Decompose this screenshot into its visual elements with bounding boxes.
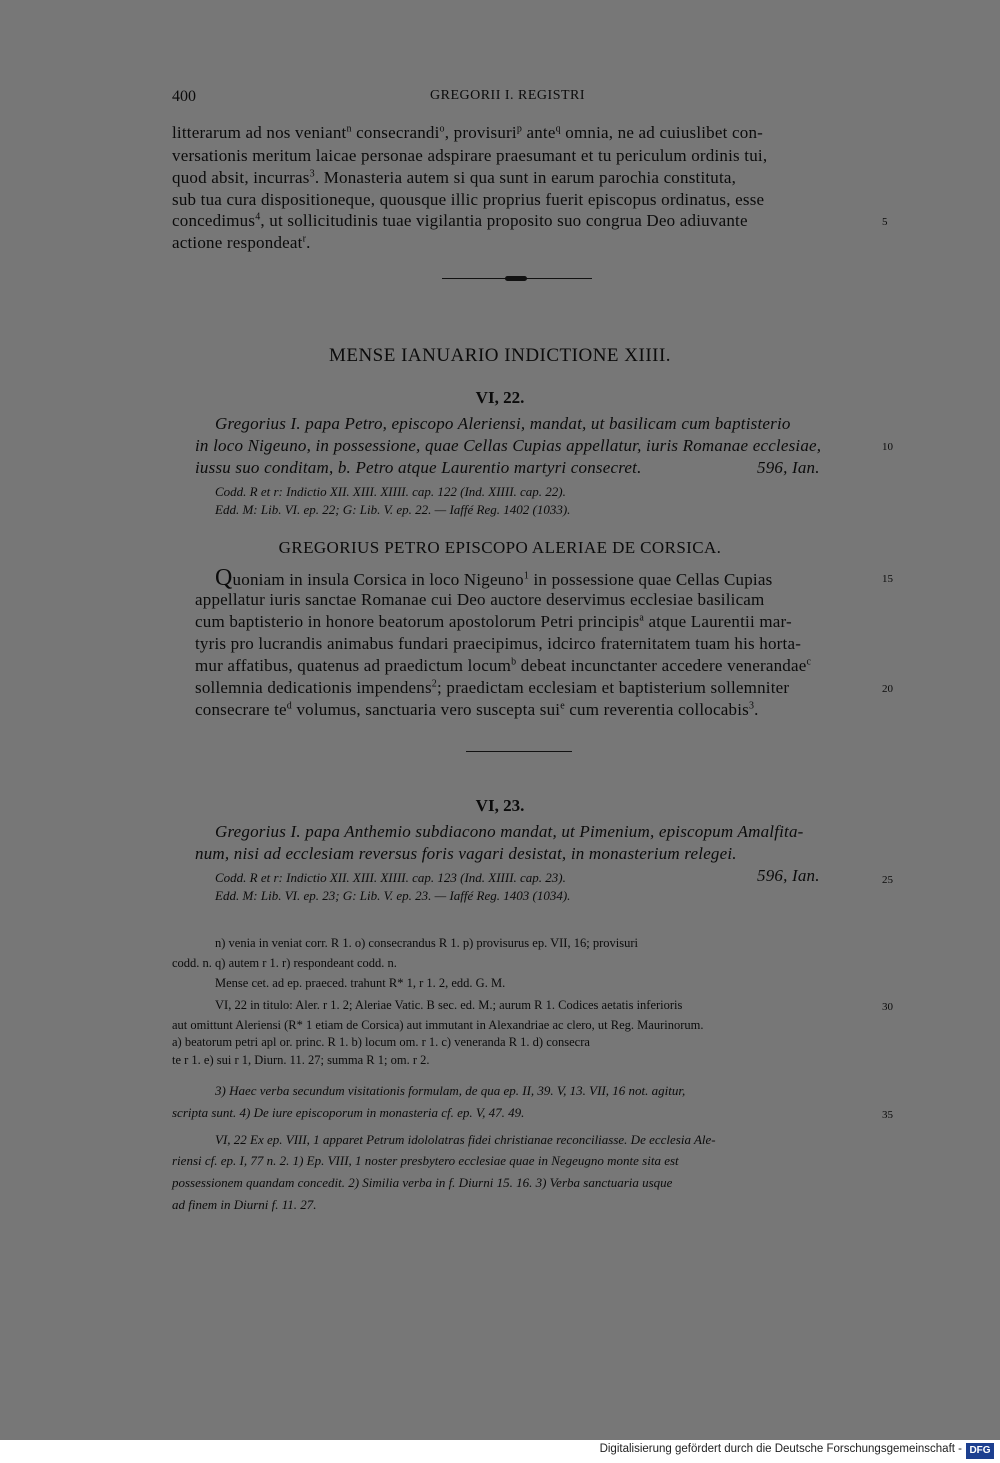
line-number: 30 — [882, 1001, 893, 1013]
letter-text-line-2: appellatur iuris sanctae Romanae cui Deo auctore deservimus ecclesiae basilicam — [195, 590, 765, 609]
apparatus-line: codd. n. q) autem r 1. r) respondeant codd. n. — [172, 956, 397, 970]
footnote-mark: 4 — [255, 211, 261, 223]
paragraph-line-2: versationis meritum laicae personae adspirare praesumant et tu periculum ordinis tui, — [172, 146, 768, 165]
line-number: 15 — [882, 573, 893, 585]
text-span: , provisuri — [444, 123, 517, 142]
text-span: concedimus — [172, 211, 256, 230]
dfg-logo-icon[interactable]: DFG — [966, 1443, 994, 1459]
letter-heading: GREGORIUS PETRO EPISCOPO ALERIAE DE CORSICA. — [278, 538, 722, 557]
letter-number: VI, 22. — [475, 388, 525, 407]
paragraph-line-1 — [172, 123, 763, 143]
note-line: 3) Haec verba secundum visitationis formulam, de qua ep. II, 39. V, 13. VII, 16 not. agitur, — [215, 1083, 686, 1098]
text-span: consecrare te — [195, 700, 287, 719]
paragraph-line-3 — [172, 168, 736, 188]
letter-date: 596, Ian. — [757, 458, 820, 477]
apparatus-line: n) venia in veniat corr. R 1. o) consecrandus R 1. p) provisurus ep. VII, 16; provisuri — [215, 936, 638, 950]
footnote-mark: c — [806, 656, 812, 668]
summary-line-1: Gregorius I. papa Petro, episcopo Aleriensi, mandat, ut basilicam cum baptisterio — [215, 414, 791, 433]
text-span: in possessione quae Cellas Cupias — [529, 570, 773, 589]
text-span: omnia, ne ad cuiuslibet con- — [560, 123, 764, 142]
initial-letter: Q — [215, 565, 233, 591]
footer-bar — [0, 1440, 1000, 1463]
apparatus-line: aut omittunt Aleriensi (R* 1 etiam de Corsica) aut immutant in Alexandriae ac clero, ut Reg. Maurinorum. — [172, 1018, 704, 1032]
apparatus-line: VI, 22 in titulo: Aler. r 1. 2; Aleriae Vatic. B sec. ed. M.; aurum R 1. Codices aetatis inferioris — [215, 998, 683, 1012]
separator-rule — [466, 751, 572, 752]
letter-text-line-6 — [195, 678, 789, 698]
text-span: . — [306, 233, 311, 252]
letter-text-line-4: tyris pro lucrandis animabus fundari praecipimus, idcirco fraternitatem tuam his horta- — [195, 634, 802, 653]
text-span: ; praedictam ecclesiam et baptisterium sollemniter — [437, 678, 790, 697]
footnote-mark: 3 — [748, 700, 755, 712]
text-span: uoniam in insula Corsica in loco Nigeuno — [232, 570, 524, 589]
ornament-center — [505, 276, 527, 281]
footnote-mark: d — [286, 700, 292, 712]
text-span: litterarum ad nos veniant — [172, 123, 347, 142]
text-span: ante — [522, 123, 556, 142]
footnote-mark: 1 — [523, 570, 530, 582]
letter-number: VI, 23. — [475, 796, 525, 815]
footnote-mark: q — [555, 123, 561, 135]
apparatus-line: te r 1. e) sui r 1, Diurn. 11. 27; summa R 1; om. r 2. — [172, 1053, 430, 1067]
running-title: GREGORII I. REGISTRI — [430, 88, 586, 103]
note-line: scripta sunt. 4) De iure episcoporum in monasteria cf. ep. V, 47. 49. — [172, 1105, 525, 1120]
summary-line-2: num, nisi ad ecclesiam reversus foris vagari desistat, in monasterium relegei. — [195, 844, 737, 863]
letter-text-line-3 — [195, 612, 792, 632]
footnote-mark: o — [439, 123, 445, 135]
summary-line-1: Gregorius I. papa Anthemio subdiacono mandat, ut Pimenium, episcopum Amalfita- — [215, 822, 804, 841]
line-number: 10 — [882, 441, 893, 453]
letter-date: 596, Ian. — [757, 866, 820, 885]
note-line: riensi cf. ep. I, 77 n. 2. 1) Ep. VIII, 1 noster presbytero ecclesiae quae in Negeugno monte sita est — [172, 1153, 679, 1168]
footnote-mark: a — [639, 612, 645, 624]
text-span: volumus, sanctuaria vero suscepta sui — [292, 700, 561, 719]
text-span: quod absit, incurras — [172, 168, 310, 187]
line-number: 5 — [882, 216, 888, 228]
text-span: cum baptisterio in honore beatorum apostolorum Petri principis — [195, 612, 640, 631]
footnote-mark: e — [560, 700, 565, 712]
footnote-mark: r — [302, 233, 307, 245]
letter-text-line-7 — [195, 700, 759, 720]
footnote-mark: 2 — [431, 678, 437, 690]
edd-line: Edd. M: Lib. VI. ep. 23; G: Lib. V. ep. 23. — Iaffé Reg. 1403 (1034). — [215, 888, 571, 903]
text-span: . Monasteria autem si qua sunt in earum parochia constituta, — [314, 168, 737, 187]
apparatus-line: a) beatorum petri apl or. princ. R 1. b) locum om. r 1. c) veneranda R 1. d) consecra — [172, 1035, 590, 1049]
text-span: mur affatibus, quatenus ad praedictum locum — [195, 656, 512, 675]
codd-line: Codd. R et r: Indictio XII. XIII. XIIII. cap. 123 (Ind. XIIII. cap. 23). — [215, 870, 566, 885]
funding-credit: Digitalisierung gefördert durch die Deutsche Forschungsgemeinschaft - — [599, 1443, 962, 1455]
page-number: 400 — [172, 88, 196, 105]
text-span: , ut sollicitudinis tuae vigilantia proposito suo congrua Deo adiuvante — [260, 211, 748, 230]
paragraph-line-5 — [172, 211, 748, 231]
summary-line-3: iussu suo conditam, b. Petro atque Laurentio martyri consecret. — [195, 458, 642, 477]
section-title: MENSE IANUARIO INDICTIONE XIIII. — [328, 345, 672, 366]
edd-line: Edd. M: Lib. VI. ep. 22; G: Lib. V. ep. 22. — Iaffé Reg. 1402 (1033). — [215, 502, 571, 517]
text-span: consecrandi — [351, 123, 440, 142]
paragraph-line-4: sub tua cura dispositioneque, quousque illic proprius fuerit episcopus ordinatus, esse — [172, 190, 765, 209]
text-span: . — [754, 700, 759, 719]
note-line: ad finem in Diurni f. 11. 27. — [172, 1197, 317, 1212]
footnote-mark: 3 — [309, 168, 315, 180]
paragraph-line-6 — [172, 233, 311, 253]
apparatus-line: Mense cet. ad ep. praeced. trahunt R* 1, r 1. 2, edd. G. M. — [215, 976, 506, 990]
text-span: cum reverentia collocabis — [564, 700, 749, 719]
text-span: atque Laurentii mar- — [644, 612, 792, 631]
footnote-mark: n — [346, 123, 352, 135]
footnote-mark: b — [511, 656, 517, 668]
text-span: actione respondeat — [172, 233, 303, 252]
codd-line: Codd. R et r: Indictio XII. XIII. XIIII. cap. 122 (Ind. XIIII. cap. 22). — [215, 484, 566, 499]
line-number: 25 — [882, 874, 893, 886]
summary-line-2: in loco Nigeuno, in possessione, quae Cellas Cupias appellatur, iuris Romanae ecclesiae, — [195, 436, 822, 455]
note-line: VI, 22 Ex ep. VIII, 1 apparet Petrum idololatras fidei christianae reconciliasse. De ecclesia Ale- — [215, 1132, 716, 1147]
line-number: 20 — [882, 683, 893, 695]
letter-text-line-1 — [215, 565, 772, 592]
footnote-mark: p — [516, 123, 523, 135]
line-number: 35 — [882, 1109, 893, 1121]
text-span: debeat incunctanter accedere venerandae — [516, 656, 807, 675]
letter-text-line-5 — [195, 656, 811, 676]
note-line: possessionem quandam concedit. 2) Similia verba in f. Diurni 15. 16. 3) Verba sanctuaria usque — [172, 1175, 673, 1190]
text-span: sollemnia dedicationis impendens — [195, 678, 432, 697]
